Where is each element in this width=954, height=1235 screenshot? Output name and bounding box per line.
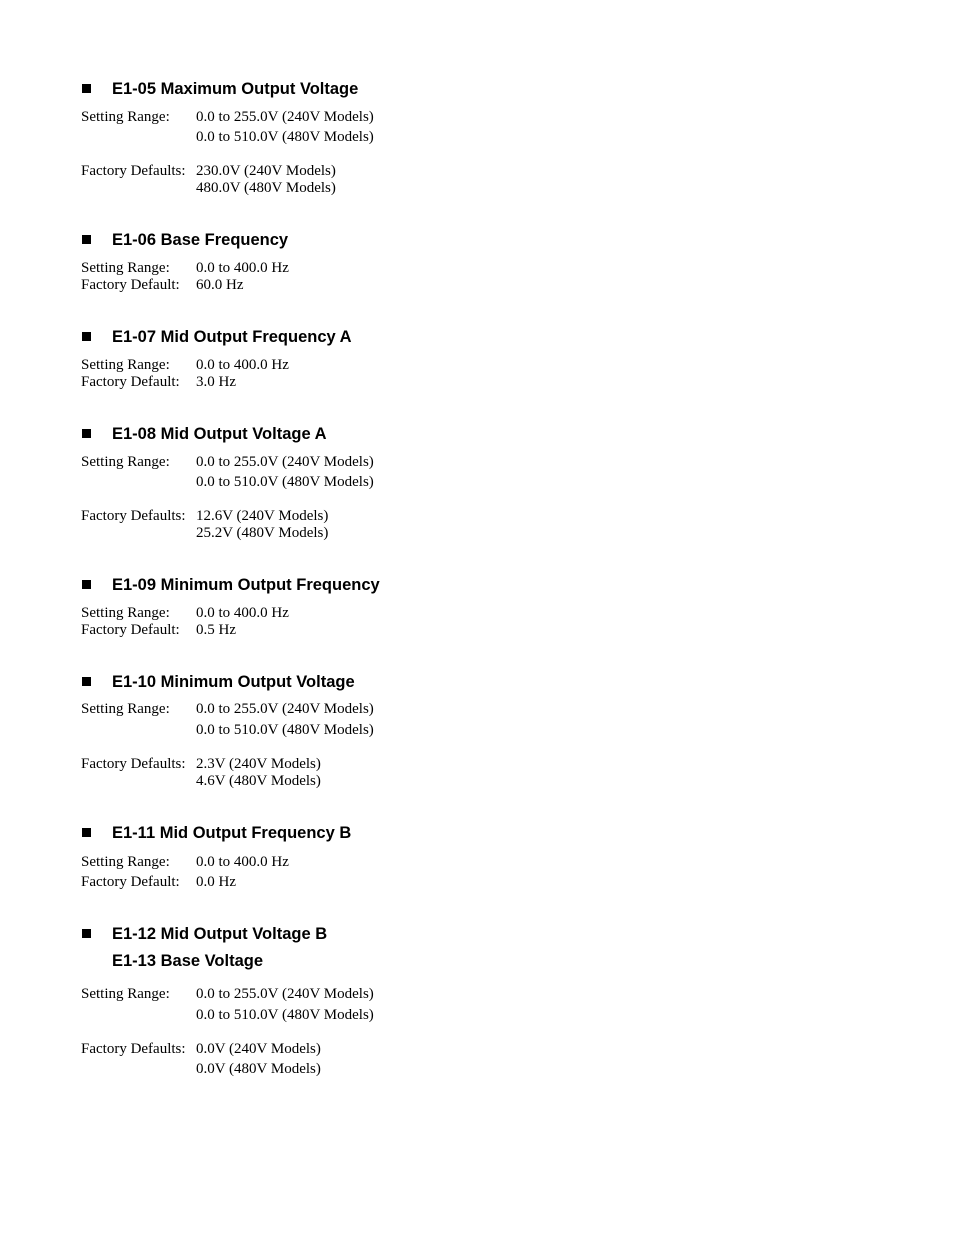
square-bullet-icon [82,828,91,837]
square-bullet-icon [82,332,91,341]
setting-range-value: 0.0 to 510.0V (480V Models) [196,722,374,738]
setting-range-value: 0.0 to 255.0V (240V Models) [196,701,374,717]
section-title: E1-08 Mid Output Voltage A [112,425,327,443]
setting-range-value: 0.0 to 255.0V (240V Models) [196,109,374,125]
factory-default-value: 230.0V (240V Models) [196,163,336,179]
setting-range-value: 0.0 to 510.0V (480V Models) [196,474,374,490]
factory-default-value: 3.0 Hz [196,374,236,390]
setting-range-value: 0.0 to 400.0 Hz [196,854,289,870]
square-bullet-icon [82,429,91,438]
setting-range-value: 0.0 to 255.0V (240V Models) [196,986,374,1002]
setting-range-value: 0.0 to 255.0V (240V Models) [196,454,374,470]
factory-default-label: Factory Defaults: [81,1041,186,1057]
setting-range-label: Setting Range: [81,109,170,125]
factory-default-label: Factory Default: [81,622,180,638]
factory-default-value: 0.0V (240V Models) [196,1041,321,1057]
factory-default-value: 0.0 Hz [196,874,236,890]
factory-default-value: 60.0 Hz [196,277,244,293]
section-subtitle: E1-13 Base Voltage [112,952,264,970]
square-bullet-icon [82,84,91,93]
factory-default-value: 0.5 Hz [196,622,236,638]
square-bullet-icon [82,929,91,938]
factory-default-value: 0.0V (480V Models) [196,1061,321,1077]
section-title: E1-05 Maximum Output Voltage [112,80,359,98]
section-title: E1-10 Minimum Output Voltage [112,673,355,691]
factory-default-label: Factory Default: [81,374,180,390]
setting-range-value: 0.0 to 510.0V (480V Models) [196,129,374,145]
setting-range-label: Setting Range: [81,605,170,621]
setting-range-value: 0.0 to 400.0 Hz [196,260,289,276]
section-title: E1-09 Minimum Output Frequency [112,576,380,594]
setting-range-label: Setting Range: [81,260,170,276]
factory-default-value: 480.0V (480V Models) [196,180,336,196]
factory-default-value: 12.6V (240V Models) [196,508,329,524]
square-bullet-icon [82,580,91,589]
setting-range-value: 0.0 to 400.0 Hz [196,357,289,373]
factory-default-value: 25.2V (480V Models) [196,525,329,541]
factory-default-value: 2.3V (240V Models) [196,756,321,772]
section-title: E1-11 Mid Output Frequency B [112,824,352,842]
square-bullet-icon [82,235,91,244]
section-title: E1-06 Base Frequency [112,231,289,249]
factory-default-label: Factory Defaults: [81,163,186,179]
section-title: E1-12 Mid Output Voltage B [112,925,328,943]
section-title: E1-07 Mid Output Frequency A [112,328,352,346]
setting-range-label: Setting Range: [81,357,170,373]
setting-range-value: 0.0 to 400.0 Hz [196,605,289,621]
factory-default-label: Factory Default: [81,874,180,890]
factory-default-value: 4.6V (480V Models) [196,773,321,789]
factory-default-label: Factory Default: [81,277,180,293]
setting-range-label: Setting Range: [81,701,170,717]
square-bullet-icon [82,677,91,686]
setting-range-label: Setting Range: [81,986,170,1002]
factory-default-label: Factory Defaults: [81,508,186,524]
factory-default-label: Factory Defaults: [81,756,186,772]
setting-range-label: Setting Range: [81,454,170,470]
setting-range-label: Setting Range: [81,854,170,870]
setting-range-value: 0.0 to 510.0V (480V Models) [196,1007,374,1023]
